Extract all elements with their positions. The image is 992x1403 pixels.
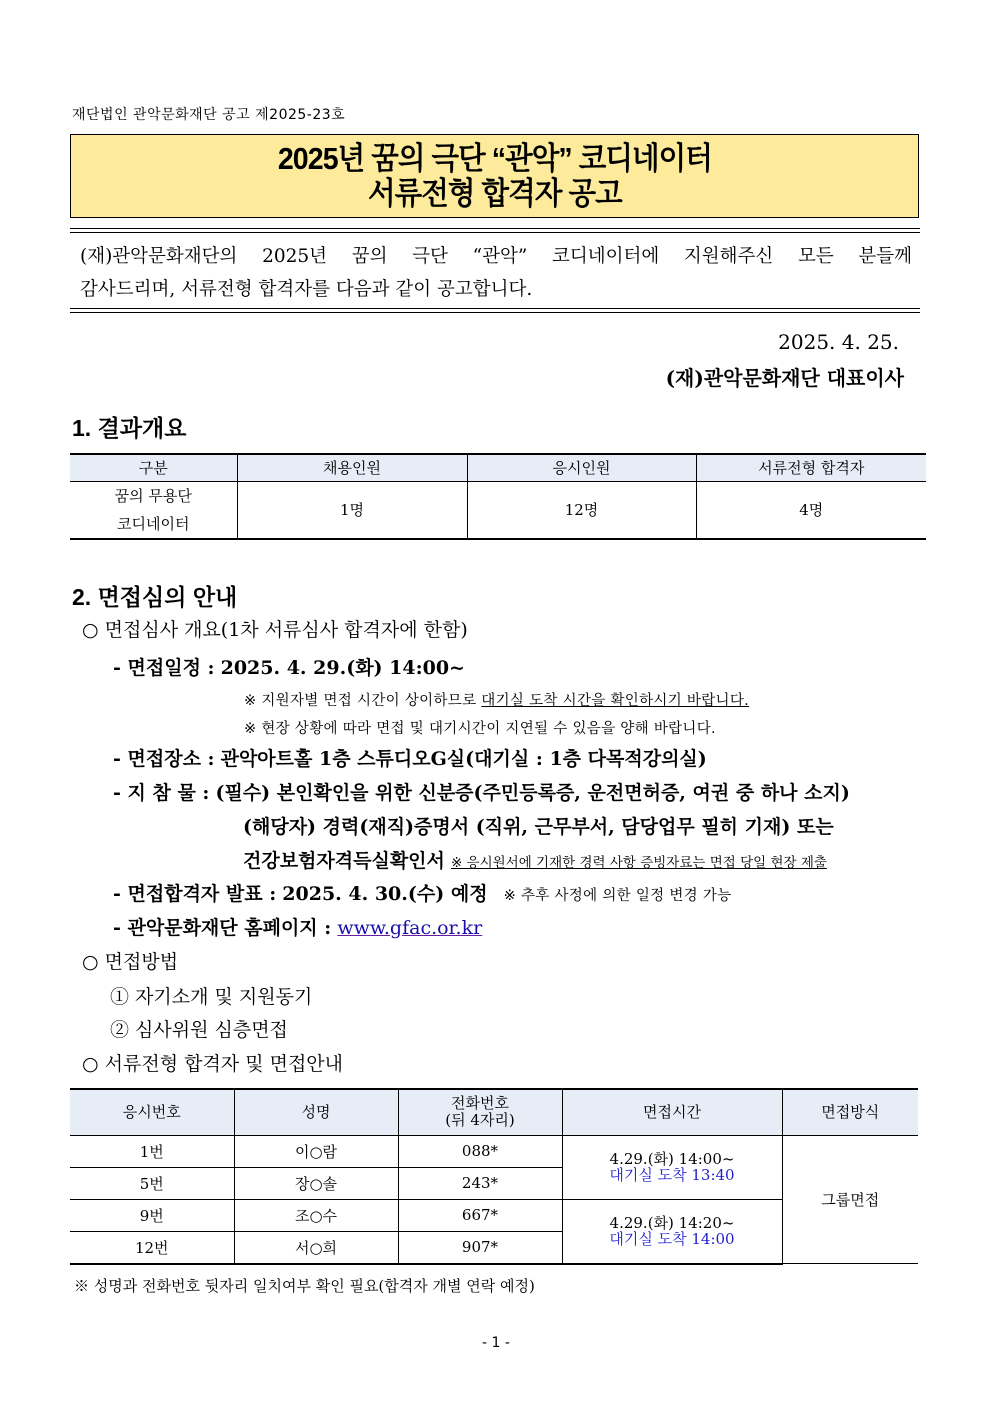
announce-label: - 면접합격자 발표 : <box>113 883 277 905</box>
schedule-value: 2025. 4. 29.(화) 14:00~ <box>220 657 465 679</box>
items-health-cert: 건강보험자격득실확인서 <box>243 850 445 872</box>
table-header-row <box>70 1089 918 1135</box>
col-header: 면접시간 <box>562 1089 782 1135</box>
applicant-phone: 907* <box>398 1231 562 1264</box>
applicant-phone: 667* <box>398 1199 562 1231</box>
items-line1 <box>113 778 850 805</box>
divider-top <box>70 228 920 233</box>
arrival-time: 대기실 도착 13:40 <box>609 1166 735 1184</box>
interview-time: 4.29.(화) 14:20~ <box>609 1214 735 1232</box>
interview-method-cell: 그룹면접 <box>782 1135 918 1264</box>
page-title-line2: 서류전형 합격자 공고 <box>367 176 622 211</box>
col-header: 응시번호 <box>70 1089 234 1135</box>
col-header-phone <box>398 1089 562 1135</box>
page-title-line1: 2025년 꿈의 극단 “관악” 코디네이터 <box>277 141 712 176</box>
category-line1: 꿈의 무용단 <box>114 486 192 505</box>
homepage-link[interactable]: www.gfac.or.kr <box>337 917 483 939</box>
interview-time-cell <box>562 1135 782 1199</box>
col-header: 구분 <box>70 454 237 481</box>
arrival-time: 대기실 도착 14:00 <box>609 1230 735 1248</box>
applicant-number: 5번 <box>70 1167 234 1199</box>
items-line2: (해당자) 경력(재직)증명서 (직위, 근무부서, 담당업무 필히 기재) 또는 <box>243 816 834 838</box>
intro-line1: (재)관악문화재단의 2025년 꿈의 극단 “관악” 코디네이터에 지원해주신 모든 분들께 <box>80 246 912 267</box>
schedule-label: - 면접일정 : <box>113 657 215 679</box>
items-note: ※ 응시원서에 기재한 경력 사항 증빙자료는 면접 당일 현장 제출 <box>450 855 827 871</box>
applicant-phone: 088* <box>398 1135 562 1167</box>
hired-cell: 1명 <box>237 481 467 539</box>
interview-schedule-table <box>70 1088 918 1265</box>
applicants-cell: 12명 <box>467 481 696 539</box>
interview-time-cell <box>562 1199 782 1264</box>
col-header-line2: (뒤 4자리) <box>445 1111 515 1130</box>
applicant-name: 서○희 <box>234 1231 398 1264</box>
note-text: ※ 지원자별 면접 시간이 상이하므로 <box>244 693 482 709</box>
table-row <box>70 481 926 539</box>
table-row <box>70 1135 918 1167</box>
schedule-line <box>113 653 465 680</box>
announce-value: 2025. 4. 30.(수) 예정 <box>282 883 488 905</box>
method-item <box>82 947 178 974</box>
schedule-note1 <box>244 689 749 710</box>
signer: (재)관악문화재단 대표이사 <box>665 366 904 390</box>
title-box <box>70 134 919 218</box>
applicant-phone: 243* <box>398 1167 562 1199</box>
applicant-name: 장○솔 <box>234 1167 398 1199</box>
circle-bullet-icon: ○ <box>82 951 99 973</box>
notice-number: 재단법인 관악문화재단 공고 제2025-23호 <box>72 107 346 123</box>
place-value: 관악아트홀 1층 스튜디오G실(대기실 : 1층 다목적강의실) <box>220 748 707 770</box>
intro-paragraph <box>80 240 912 306</box>
circle-bullet-icon: ○ <box>82 1053 99 1075</box>
announce-note: ※ 추후 사정에 의한 일정 변경 가능 <box>503 888 732 904</box>
schedule-note2: ※ 현장 상황에 따라 면접 및 대기시간이 지연될 수 있음을 양해 바랍니다. <box>244 721 716 737</box>
category-cell <box>70 481 237 539</box>
section1-heading: 1. 결과개요 <box>72 415 187 441</box>
col-header: 서류전형 합격자 <box>696 454 926 481</box>
divider-bottom <box>70 308 920 313</box>
interview-time: 4.29.(화) 14:00~ <box>609 1150 735 1168</box>
circle-bullet-icon: ○ <box>82 619 99 641</box>
method-step-1: ① 자기소개 및 지원동기 <box>110 986 313 1008</box>
passers-item <box>82 1049 343 1076</box>
passed-cell: 4명 <box>696 481 926 539</box>
intro-line2: 감사드리며, 서류전형 합격자를 다음과 같이 공고합니다. <box>80 279 533 300</box>
place-label: - 면접장소 : <box>113 748 215 770</box>
table-header-row <box>70 454 926 481</box>
applicant-number: 1번 <box>70 1135 234 1167</box>
method-title: 면접방법 <box>104 951 179 973</box>
homepage-line <box>113 913 482 940</box>
result-summary-table <box>70 453 926 540</box>
place-line <box>113 744 707 771</box>
applicant-name: 이○람 <box>234 1135 398 1167</box>
col-header: 면접방식 <box>782 1089 918 1135</box>
col-header: 채용인원 <box>237 454 467 481</box>
note-underlined: 대기실 도착 시간을 확인하시기 바랍니다. <box>481 693 750 709</box>
overview-item <box>82 615 468 642</box>
items-line3 <box>243 846 827 873</box>
section2-heading: 2. 면접심의 안내 <box>72 584 238 610</box>
applicant-name: 조○수 <box>234 1199 398 1231</box>
applicant-number: 12번 <box>70 1231 234 1264</box>
col-header: 성명 <box>234 1089 398 1135</box>
footnote: ※ 성명과 전화번호 뒷자리 일치여부 확인 필요(합격자 개별 연락 예정) <box>74 1277 535 1295</box>
category-line2: 코디네이터 <box>117 514 190 533</box>
passers-title: 서류전형 합격자 및 면접안내 <box>104 1053 344 1075</box>
overview-title: 면접심사 개요(1차 서류심사 합격자에 한함) <box>104 619 468 641</box>
announcement-date: 2025. 4. 25. <box>778 330 899 354</box>
items-label: - 지 참 물 : <box>113 782 210 804</box>
page-number: - 1 - <box>482 1335 510 1351</box>
applicant-number: 9번 <box>70 1199 234 1231</box>
col-header-line1: 전화번호 <box>451 1094 509 1113</box>
items-required: (필수) 본인확인을 위한 신분증(주민등록증, 운전면허증, 여권 중 하나 소지) <box>215 782 850 804</box>
homepage-label: - 관악문화재단 홈페이지 : <box>113 917 332 939</box>
announce-line <box>113 879 732 906</box>
col-header: 응시인원 <box>467 454 696 481</box>
method-step-2: ② 심사위원 심층면접 <box>110 1019 288 1041</box>
